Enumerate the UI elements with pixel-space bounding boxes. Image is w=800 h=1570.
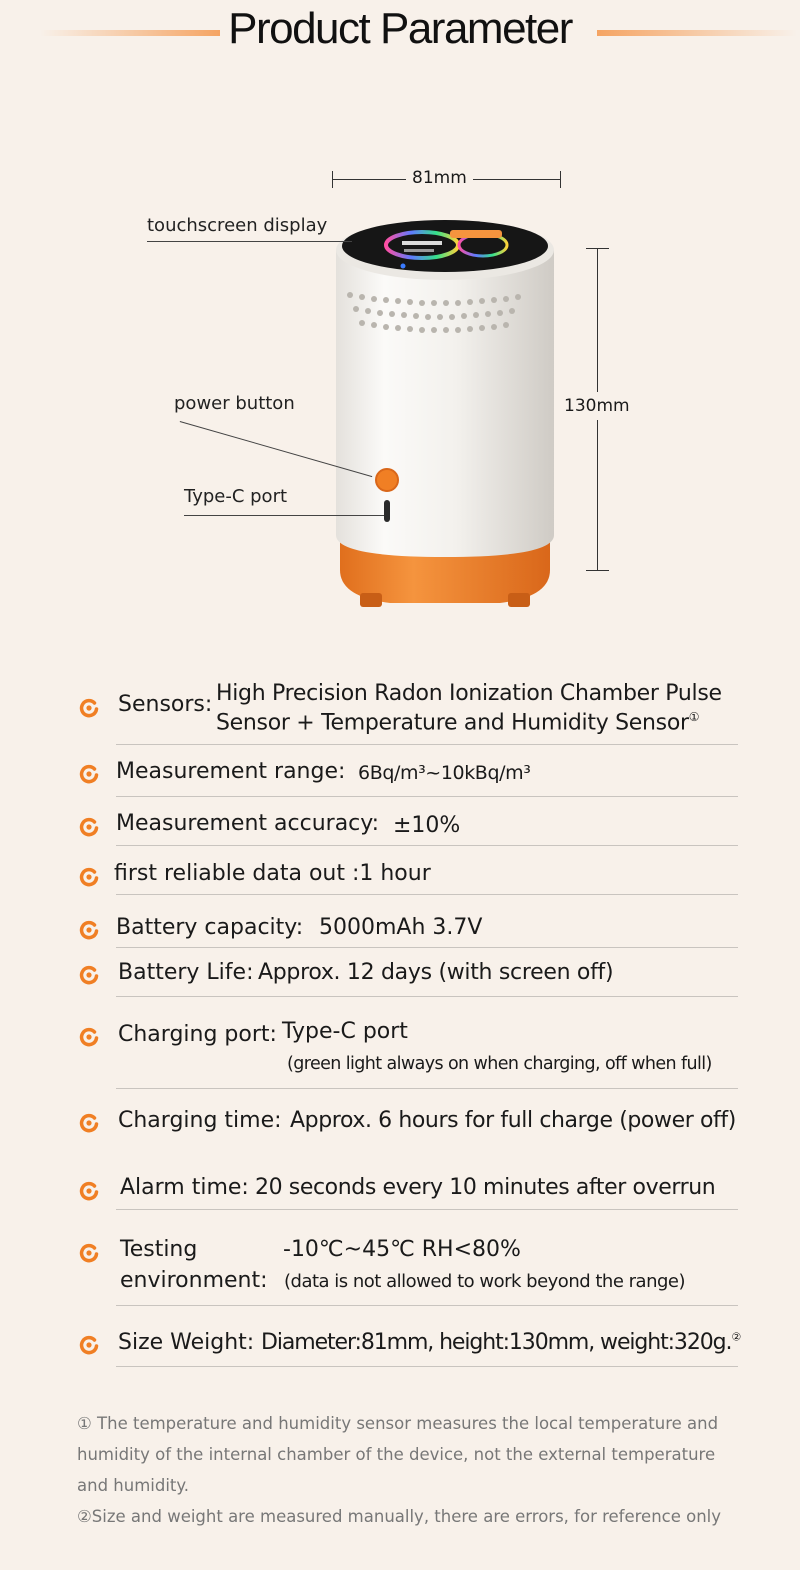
height-dimension-label: 130mm (564, 392, 630, 420)
spec-divider (116, 796, 738, 797)
spec-divider (116, 744, 738, 745)
spec-label: Charging time: (118, 1108, 282, 1133)
type-c-leader-line (184, 515, 384, 516)
spec-value: -10℃~45℃ RH<80% (283, 1237, 521, 1262)
spec-bullet-icon (78, 1242, 100, 1264)
spec-label: first reliable data out :1 hour (114, 861, 431, 886)
spec-divider (116, 1366, 738, 1367)
spec-label: Battery capacity: (116, 915, 304, 940)
footnote-2: ②Size and weight are measured manually, there are errors, for reference only (77, 1507, 722, 1526)
spec-value-line2: Sensor + Temperature and Humidity Sensor① (216, 710, 700, 736)
spec-value: High Precision Radon Ionization Chamber Pulse (216, 681, 722, 706)
footnote-1: ① The temperature and humidity sensor measures the local temperature and humidity of the internal chamber of the device, not the external temperature and humidity. (77, 1414, 719, 1495)
spec-divider (116, 1209, 738, 1210)
touchscreen-callout-label: touchscreen display (147, 215, 328, 236)
spec-divider (116, 1143, 738, 1144)
touchscreen-leader-line (147, 241, 352, 242)
spec-bullet-icon (78, 1112, 100, 1134)
spec-value: 6Bq/m³~10kBq/m³ (358, 762, 531, 784)
spec-divider (116, 845, 738, 846)
spec-note: (green light always on when charging, off when full) (287, 1054, 712, 1074)
spec-note: (data is not allowed to work beyond the range) (284, 1271, 685, 1292)
spec-label: Size Weight: (118, 1330, 255, 1355)
spec-bullet-icon (78, 919, 100, 941)
spec-bullet-icon (78, 1180, 100, 1202)
radon-detector-image (320, 205, 570, 625)
spec-label-line2: environment: (120, 1268, 268, 1293)
spec-bullet-icon (78, 1334, 100, 1356)
width-dimension-label: 81mm (406, 168, 473, 188)
spec-bullet-icon (78, 964, 100, 986)
spec-value: 5000mAh 3.7V (319, 915, 483, 940)
spec-value: Approx. 6 hours for full charge (power off) (290, 1108, 736, 1133)
spec-label: Sensors: (118, 692, 213, 717)
spec-bullet-icon (78, 1026, 100, 1048)
spec-value: Diameter:81mm, height:130mm, weight:320g.② (261, 1330, 741, 1355)
spec-bullet-icon (78, 763, 100, 785)
spec-label: Measurement range: (116, 759, 346, 784)
spec-label: Measurement accuracy: (116, 811, 380, 836)
spec-value: 20 seconds every 10 minutes after overrun (255, 1175, 716, 1200)
spec-bullet-icon (78, 816, 100, 838)
spec-label: Alarm time: (120, 1175, 249, 1200)
spec-divider (116, 1088, 738, 1089)
page-title: Product Parameter (228, 4, 572, 53)
spec-divider (116, 894, 738, 895)
product-figure (0, 0, 800, 650)
spec-value: ±10% (393, 813, 461, 838)
spec-bullet-icon (78, 697, 100, 719)
spec-label: Charging port: (118, 1022, 277, 1047)
type-c-callout-label: Type-C port (184, 486, 288, 507)
footnote-marker: ① (688, 710, 700, 724)
spec-divider (116, 947, 738, 948)
spec-label: Testing (120, 1237, 198, 1262)
footnotes (77, 1408, 737, 1532)
power-button-callout-label: power button (174, 393, 295, 414)
spec-bullet-icon (78, 866, 100, 888)
spec-divider (116, 1305, 738, 1306)
spec-label: Battery Life: (118, 960, 254, 985)
footnote-marker: ② (731, 1330, 741, 1344)
spec-value: Type-C port (282, 1019, 408, 1044)
spec-value: Approx. 12 days (with screen off) (258, 960, 614, 985)
spec-divider (116, 996, 738, 997)
